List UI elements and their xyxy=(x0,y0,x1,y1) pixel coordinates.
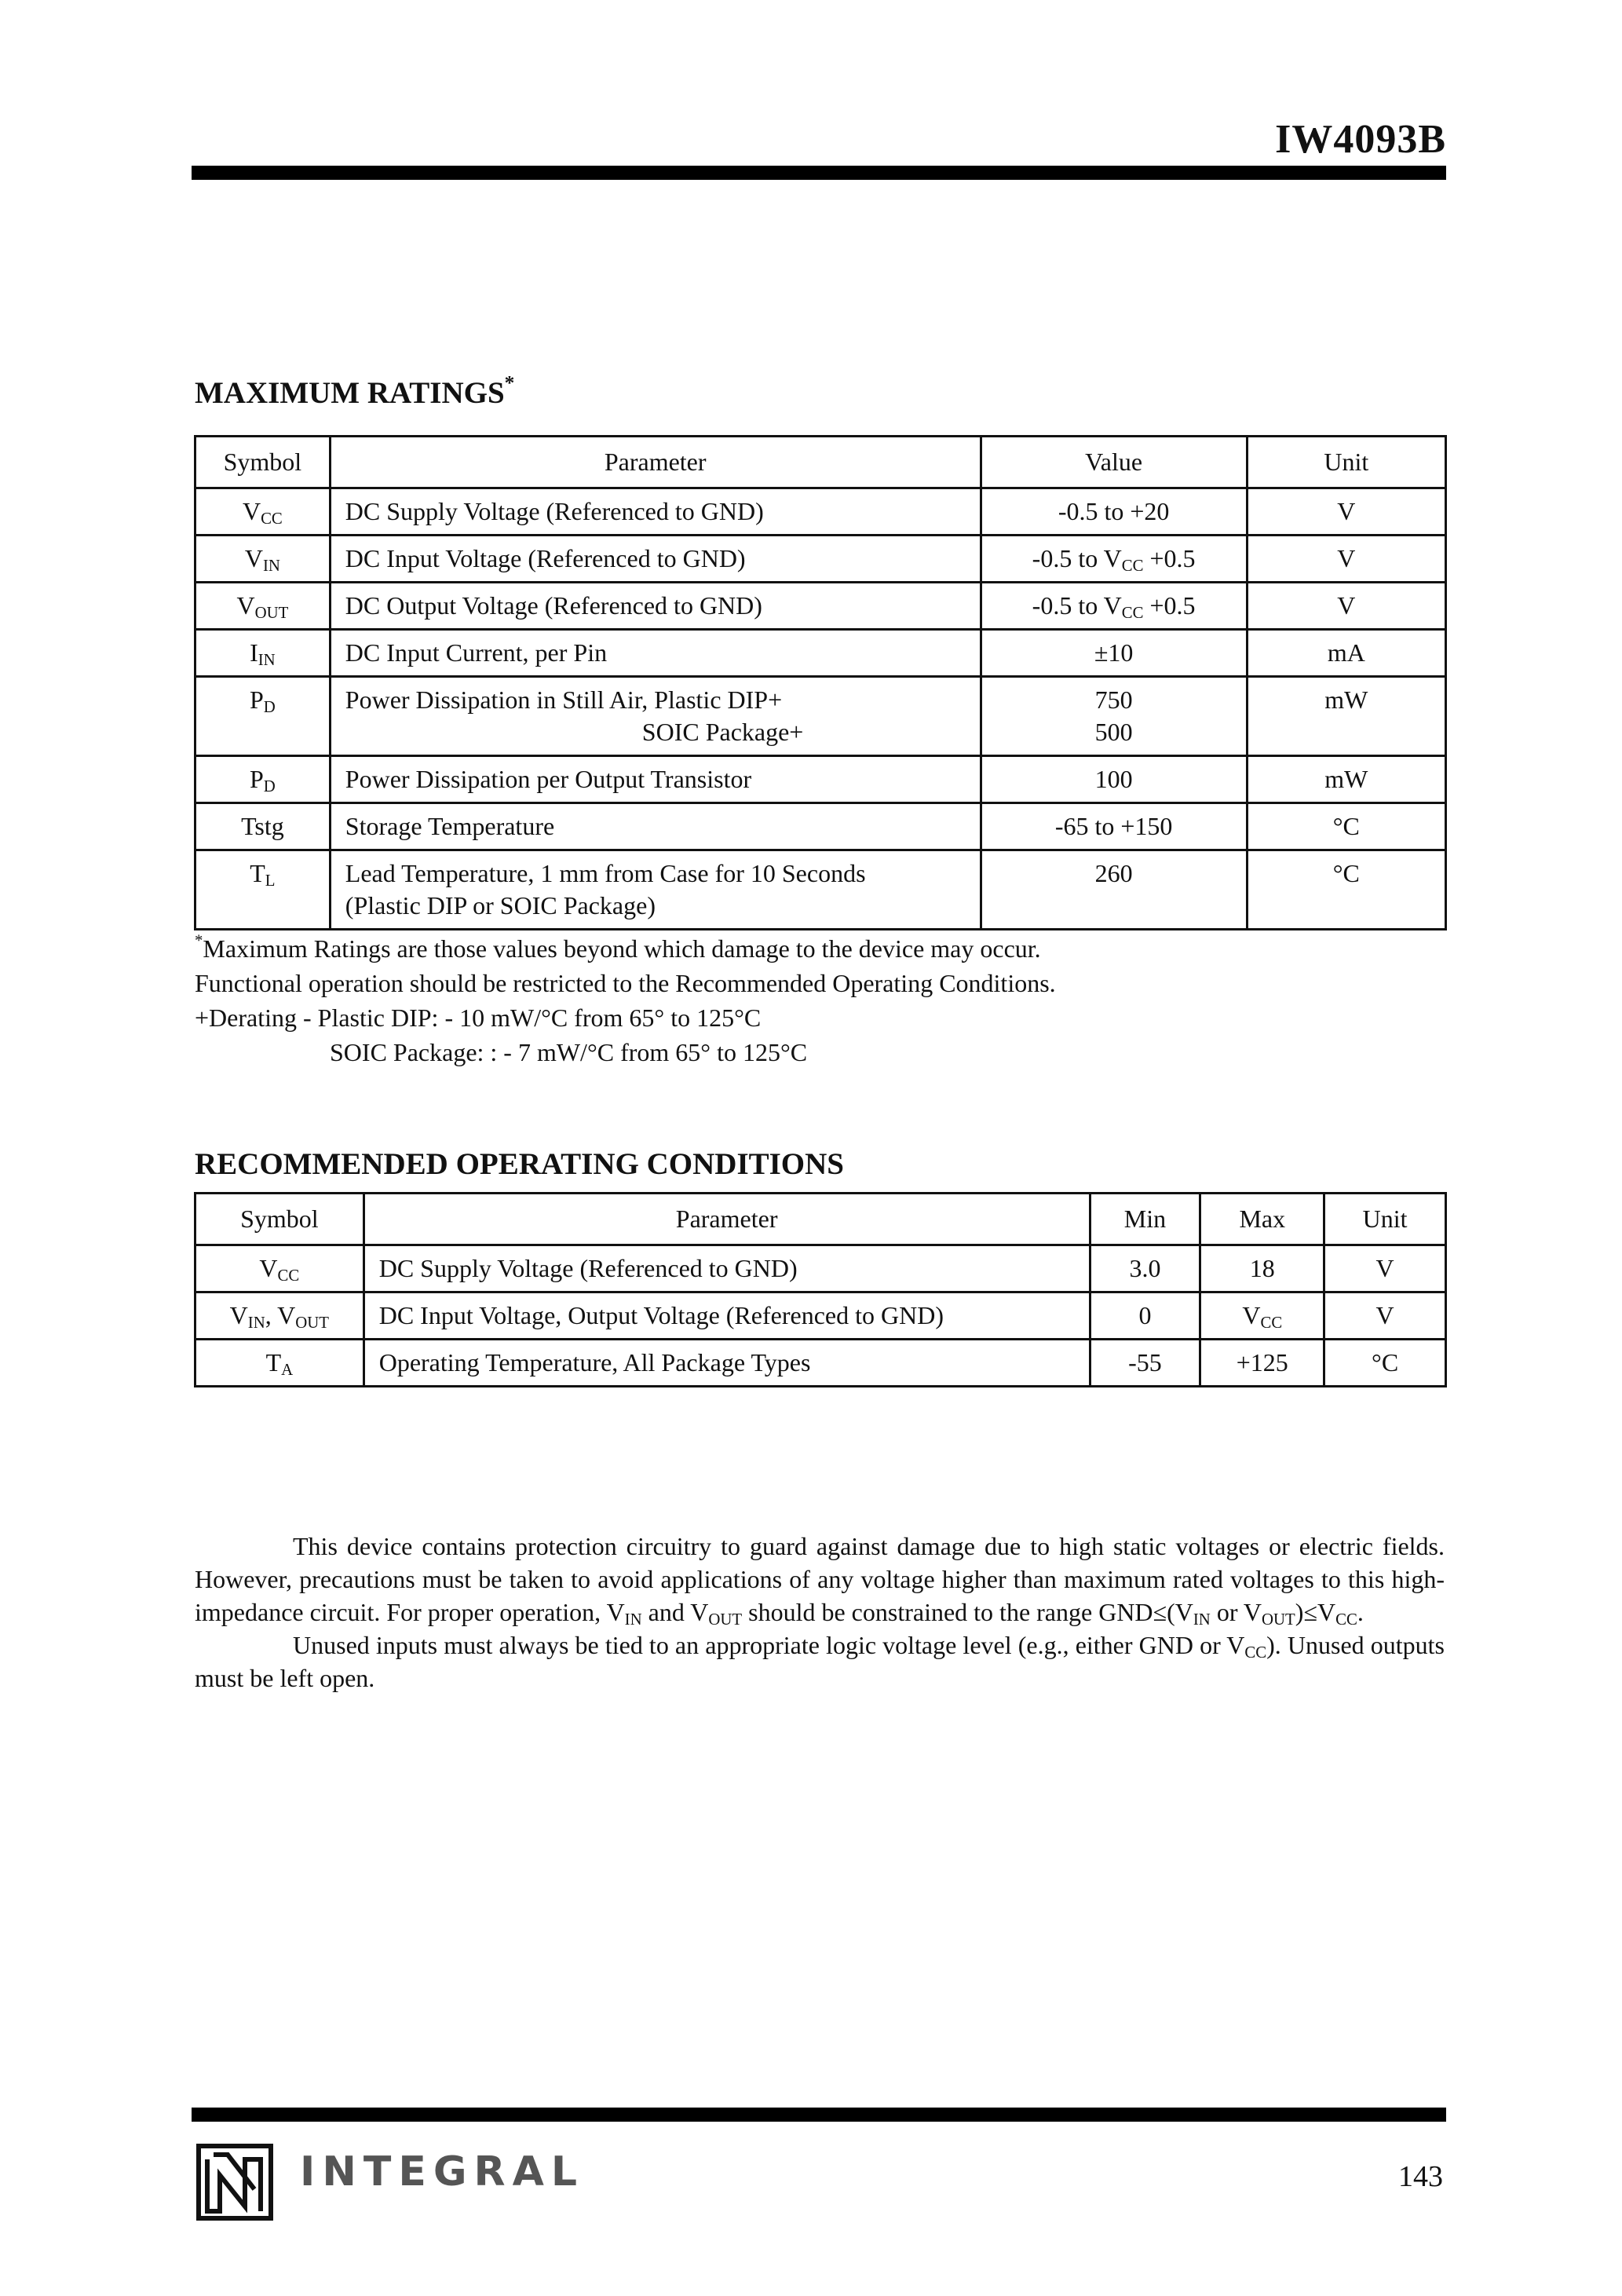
table-row xyxy=(195,488,1446,536)
paragraph: Unused inputs must always be tied to an appropriate logic voltage level (e.g., either GND or $V_{CC}$). Unused outputs must be left open. xyxy=(195,1631,1445,1692)
unit-cell: °C xyxy=(1324,1340,1446,1387)
table-row xyxy=(195,536,1446,583)
col-header: Value xyxy=(981,437,1247,488)
table-row xyxy=(195,583,1446,630)
parameter-cell: DC Input Current, per Pin xyxy=(330,630,981,677)
symbol-cell: $P_D$ xyxy=(195,756,331,803)
note-line: +Derating - Plastic DIP: - 10 mW/°C from 65° to 125°C xyxy=(195,1004,762,1032)
col-header: Max xyxy=(1200,1194,1324,1245)
table-row xyxy=(195,803,1446,850)
value-cell: -0.5 to $V_{CC} +0.5$ xyxy=(981,583,1247,630)
value-cell: -65 to +150 xyxy=(981,803,1247,850)
min-cell: 0 xyxy=(1090,1292,1200,1340)
roc-title: RECOMMENDED OPERATING CONDITIONS xyxy=(195,1147,844,1181)
value-cell: -0.5 to +20 xyxy=(981,488,1247,536)
table-row xyxy=(195,630,1446,677)
protection-notes xyxy=(195,1530,1445,1695)
part-number: IW4093B xyxy=(1275,117,1446,162)
parameter-cell: DC Supply Voltage (Referenced to GND) xyxy=(330,488,981,536)
note-line: SOIC Package: : - 7 mW/°C from 65° to 125°C xyxy=(330,1038,808,1066)
parameter-cell: Operating Temperature, All Package Types xyxy=(363,1340,1090,1387)
note-line: Functional operation should be restricted to the Recommended Operating Conditions. xyxy=(195,969,1056,997)
integral-logo-icon xyxy=(196,2144,273,2221)
symbol-cell: $T_L$ xyxy=(195,850,331,930)
parameter-cell: Storage Temperature xyxy=(330,803,981,850)
table-row xyxy=(195,850,1446,930)
max-ratings-table xyxy=(194,435,1447,930)
table-row xyxy=(195,756,1446,803)
value-cell: 260 xyxy=(981,850,1247,930)
paragraph: This device contains protection circuitry to guard against damage due to high static voltages or electric fields. However, precautions must be taken to avoid applications of any voltage higher than maximum rated voltages to this high-impedance circuit. For proper operation, $V_{IN}$ and $V_{OUT}$ should be constrained to the range $GND\le(V_{IN}$ or $V_{OUT})\le V_{CC}$. xyxy=(195,1532,1445,1629)
value-cell: -0.5 to $V_{CC} +0.5$ xyxy=(981,536,1247,583)
symbol-cell: $V_{OUT}$ xyxy=(195,583,331,630)
table-header-row xyxy=(195,1194,1446,1245)
col-header: Parameter xyxy=(330,437,981,488)
unit-cell: °C xyxy=(1247,850,1445,930)
unit-cell: mW xyxy=(1247,756,1445,803)
max-cell: $V_{CC}$ xyxy=(1200,1292,1324,1340)
min-cell: -55 xyxy=(1090,1340,1200,1387)
col-header: Symbol xyxy=(195,1194,364,1245)
footer-rule xyxy=(192,2108,1446,2122)
unit-cell: °C xyxy=(1247,803,1445,850)
max-ratings-title xyxy=(195,371,515,411)
header-rule xyxy=(192,166,1446,180)
parameter-cell: Power Dissipation in Still Air, Plastic DIP+ SOIC Package+ xyxy=(330,677,981,756)
symbol-cell: $T_A$ xyxy=(195,1340,364,1387)
table-header-row xyxy=(195,437,1446,488)
unit-cell: V xyxy=(1247,488,1445,536)
table-row xyxy=(195,677,1446,756)
col-header: Unit xyxy=(1324,1194,1446,1245)
max-cell: 18 xyxy=(1200,1245,1324,1292)
unit-cell: V xyxy=(1324,1292,1446,1340)
unit-cell: V xyxy=(1247,583,1445,630)
page-number: 143 xyxy=(1398,2160,1443,2193)
symbol-cell: $V_{IN}$ xyxy=(195,536,331,583)
table-row xyxy=(195,1340,1446,1387)
max-ratings-notes xyxy=(195,931,1056,1069)
note-line: *Maximum Ratings are those values beyond which damage to the device may occur. xyxy=(195,931,1041,963)
col-header: Parameter xyxy=(363,1194,1090,1245)
parameter-cell: DC Input Voltage (Referenced to GND) xyxy=(330,536,981,583)
table-row xyxy=(195,1245,1446,1292)
symbol-cell: $V_{CC}$ xyxy=(195,488,331,536)
value-cell: ±10 xyxy=(981,630,1247,677)
table-row xyxy=(195,1292,1446,1340)
symbol-cell: $V_{CC}$ xyxy=(195,1245,364,1292)
col-header: Unit xyxy=(1247,437,1445,488)
symbol-cell: $I_{IN}$ xyxy=(195,630,331,677)
unit-cell: mW xyxy=(1247,677,1445,756)
unit-cell: V xyxy=(1247,536,1445,583)
max-cell: +125 xyxy=(1200,1340,1324,1387)
symbol-cell: $P_D$ xyxy=(195,677,331,756)
brand-name: INTEGRAL xyxy=(300,2148,584,2195)
unit-cell: V xyxy=(1324,1245,1446,1292)
max-ratings-title-mark: * xyxy=(504,371,515,394)
max-ratings-title-text: MAXIMUM RATINGS xyxy=(195,376,505,410)
parameter-cell: Lead Temperature, 1 mm from Case for 10 Seconds (Plastic DIP or SOIC Package) xyxy=(330,850,981,930)
parameter-cell: DC Input Voltage, Output Voltage (Referenced to GND) xyxy=(363,1292,1090,1340)
col-header: Symbol xyxy=(195,437,331,488)
parameter-cell: Power Dissipation per Output Transistor xyxy=(330,756,981,803)
symbol-cell: $V_{IN}$, $V_{OUT}$ xyxy=(195,1292,364,1340)
unit-cell: mA xyxy=(1247,630,1445,677)
value-cell: 750 500 xyxy=(981,677,1247,756)
parameter-cell: DC Output Voltage (Referenced to GND) xyxy=(330,583,981,630)
min-cell: 3.0 xyxy=(1090,1245,1200,1292)
value-cell: 100 xyxy=(981,756,1247,803)
col-header: Min xyxy=(1090,1194,1200,1245)
symbol-cell: Tstg xyxy=(195,803,331,850)
parameter-cell: DC Supply Voltage (Referenced to GND) xyxy=(363,1245,1090,1292)
roc-table xyxy=(194,1192,1447,1387)
